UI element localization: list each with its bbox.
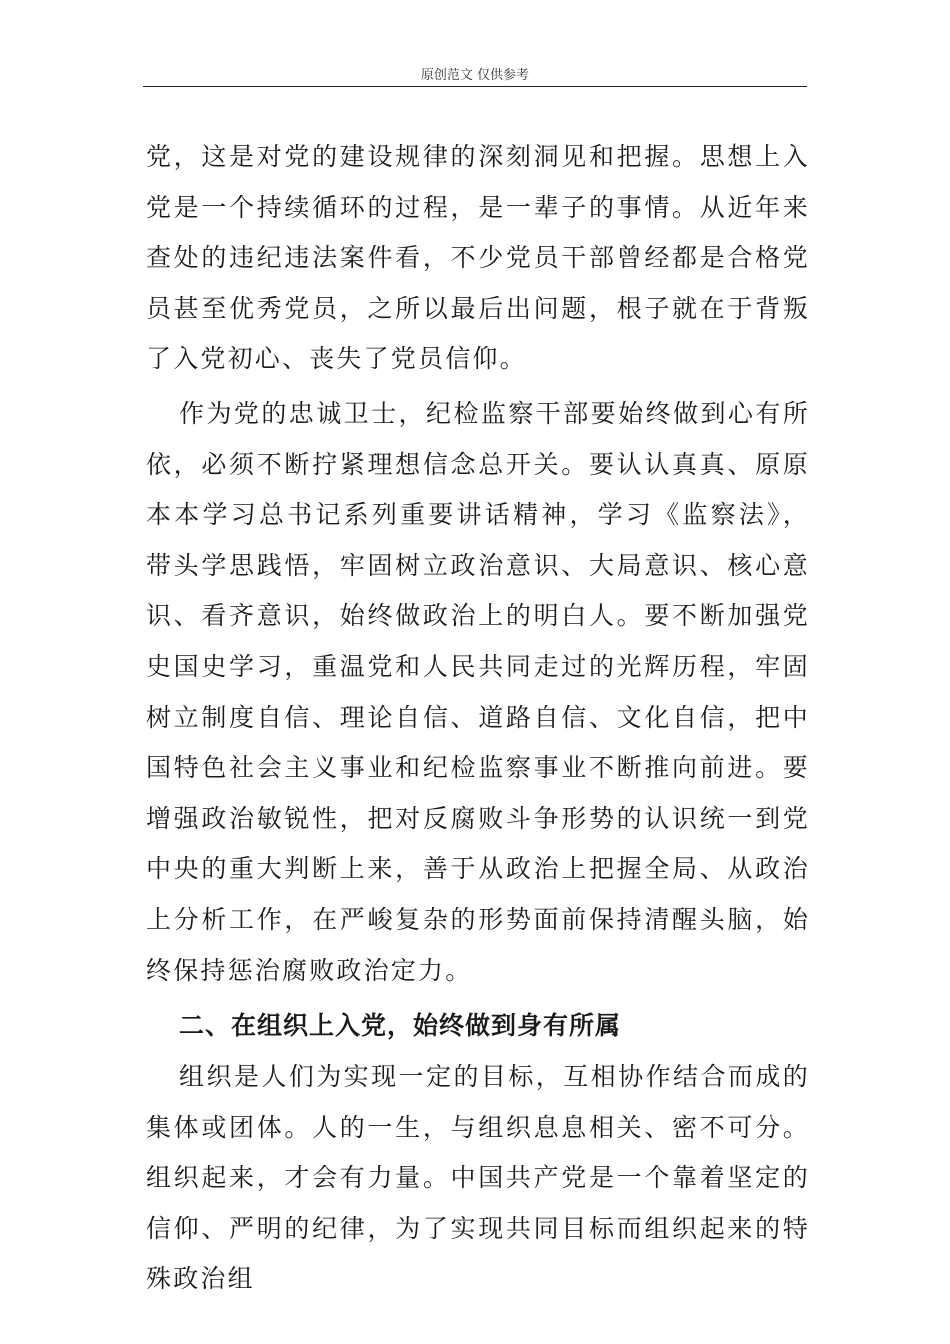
- paragraph-organization: 组织是人们为实现一定的目标，互相协作结合而成的集体或团体。人的一生，与组织息息相关、密不可分。组织起来，才会有力量。中国共产党是一个靠着坚定的信仰、严明的纪律，为了实现共同目标而组织起来的特殊政治组: [146, 1062, 810, 1294]
- header-divider: [143, 86, 807, 87]
- paragraph-continued: 党，这是对党的建设规律的深刻洞见和把握。思想上入党是一个持续循环的过程，是一辈子的事情。从近年来查处的违纪违法案件看，不少党员干部曾经都是合格党员甚至优秀党员，之所以最后出问题，根子就在于背叛了入党初心、丧失了党员信仰。: [146, 142, 810, 374]
- page-header: 原创范文 仅供参考: [420, 68, 530, 83]
- document-body: [146, 132, 810, 1305]
- paragraph-loyal-guard: 作为党的忠诚卫士，纪检监察干部要始终做到心有所依，必须不断拧紧理想信念总开关。要认认真真、原原本本学习总书记系列重要讲话精神，学习《监察法》，带头学思践悟，牢固树立政治意识、大局意识、核心意识、看齐意识，始终做政治上的明白人。要不断加强党史国史学习，重温党和人民共同走过的光辉历程，牢固树立制度自信、理论自信、道路自信、文化自信，把中国特色社会主义事业和纪检监察事业不断推向前进。要增强政治敏锐性，把对反腐败斗争形势的认识统一到党中央的重大判断上来，善于从政治上把握全局、从政治上分析工作，在严峻复杂的形势面前保持清醒头脑，始终保持惩治腐败政治定力。: [146, 398, 810, 985]
- section-heading: 二、在组织上入党，始终做到身有所属: [179, 1011, 622, 1041]
